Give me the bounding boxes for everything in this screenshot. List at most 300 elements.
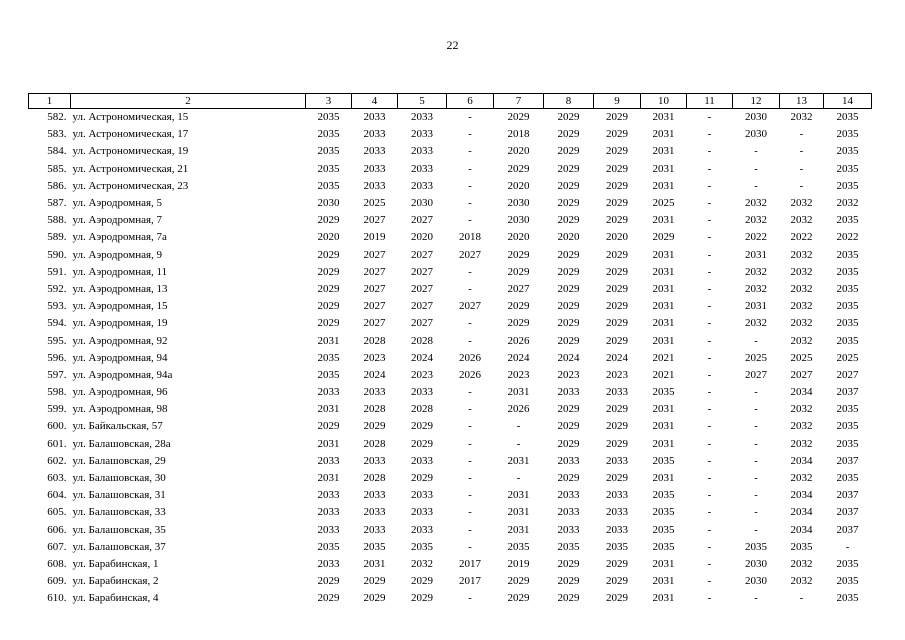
- year-cell: 2033: [363, 454, 386, 467]
- row-number: 600.: [47, 420, 67, 433]
- table-row: [29, 384, 872, 401]
- year-cell: -: [799, 592, 804, 605]
- year-cell: 2031: [652, 265, 675, 278]
- year-cell: 2029: [507, 592, 530, 605]
- row-number: 593.: [47, 300, 67, 313]
- year-cell: 2021: [652, 368, 675, 381]
- year-cell: 2027: [459, 300, 481, 313]
- row-number: 609.: [47, 575, 67, 588]
- table-row: [29, 161, 872, 178]
- year-cell: 2022: [790, 231, 813, 244]
- year-cell: 2029: [557, 437, 580, 450]
- year-cell: 2034: [790, 489, 813, 502]
- year-cell: -: [754, 489, 758, 502]
- year-cell: 2026: [507, 403, 530, 416]
- table-row: [29, 315, 872, 332]
- year-cell: 2035: [317, 351, 340, 364]
- year-cell: -: [707, 506, 712, 519]
- address-cell: ул. Аэродромная, 19: [72, 317, 168, 330]
- year-cell: 2029: [557, 575, 580, 588]
- year-cell: 2027: [363, 214, 386, 227]
- year-cell: 2027: [411, 300, 433, 313]
- year-cell: 2027: [363, 317, 386, 330]
- year-cell: 2035: [836, 214, 859, 227]
- year-cell: 2035: [652, 506, 675, 519]
- address-cell: ул. Балашовская, 31: [72, 489, 166, 502]
- table-row: [29, 556, 872, 573]
- address-cell: ул. Барабинская, 1: [72, 557, 159, 570]
- year-cell: 2035: [836, 472, 859, 485]
- year-cell: 2033: [317, 454, 340, 467]
- year-cell: 2029: [317, 300, 340, 313]
- year-cell: 2033: [317, 489, 340, 502]
- year-cell: 2035: [836, 282, 859, 295]
- year-cell: 2030: [317, 197, 340, 210]
- year-cell: 2033: [363, 111, 386, 124]
- year-cell: -: [754, 403, 758, 416]
- year-cell: 2035: [317, 145, 340, 158]
- year-cell: 2031: [652, 472, 675, 485]
- row-number: 610.: [47, 592, 67, 605]
- row-number: 592.: [47, 282, 67, 295]
- year-cell: 2032: [790, 300, 813, 313]
- table-row: [29, 470, 872, 487]
- address-cell: ул. Балашовская, 33: [72, 506, 166, 519]
- year-cell: 2029: [363, 575, 386, 588]
- year-cell: 2033: [317, 386, 340, 399]
- year-cell: 2029: [557, 214, 580, 227]
- year-cell: 2029: [317, 575, 340, 588]
- row-number: 605.: [47, 506, 67, 519]
- year-cell: -: [754, 334, 758, 347]
- year-cell: 2017: [459, 575, 481, 588]
- row-number: 598.: [47, 386, 67, 399]
- year-cell: 2033: [363, 523, 386, 536]
- year-cell: 2029: [557, 420, 580, 433]
- year-cell: 2029: [557, 592, 580, 605]
- year-cell: 2035: [317, 162, 340, 175]
- year-cell: -: [707, 386, 712, 399]
- year-cell: 2029: [606, 197, 628, 210]
- year-cell: 2029: [557, 111, 580, 124]
- year-cell: 2035: [836, 248, 859, 261]
- table-row: [29, 401, 872, 418]
- year-cell: 2029: [317, 282, 340, 295]
- year-cell: 2030: [745, 575, 767, 588]
- year-cell: -: [754, 179, 758, 192]
- year-cell: 2033: [363, 179, 386, 192]
- year-cell: 2033: [557, 454, 580, 467]
- column-header: 1: [29, 94, 71, 109]
- row-number: 589.: [47, 231, 67, 244]
- year-cell: -: [468, 420, 472, 433]
- year-cell: 2023: [363, 351, 386, 364]
- year-cell: 2029: [317, 317, 340, 330]
- year-cell: -: [799, 128, 804, 141]
- year-cell: 2029: [557, 162, 580, 175]
- year-cell: 2026: [507, 334, 530, 347]
- table-row: [29, 418, 872, 435]
- year-cell: 2033: [363, 386, 386, 399]
- year-cell: 2032: [790, 111, 813, 124]
- year-cell: 2032: [790, 334, 813, 347]
- table-body: [29, 109, 872, 608]
- year-cell: -: [468, 437, 472, 450]
- year-cell: 2029: [557, 403, 580, 416]
- address-cell: ул. Аэродромная, 9: [72, 248, 163, 261]
- year-cell: 2029: [557, 317, 580, 330]
- year-cell: -: [754, 506, 758, 519]
- year-cell: 2029: [411, 420, 433, 433]
- year-cell: 2033: [606, 489, 628, 502]
- year-cell: 2018: [507, 128, 530, 141]
- year-cell: 2035: [317, 128, 340, 141]
- year-cell: 2027: [459, 248, 481, 261]
- year-cell: 2032: [836, 197, 859, 210]
- year-cell: 2029: [606, 437, 628, 450]
- year-cell: 2031: [317, 334, 340, 347]
- year-cell: 2032: [790, 248, 813, 261]
- year-cell: 2025: [745, 351, 767, 364]
- year-cell: -: [707, 265, 712, 278]
- year-cell: 2027: [411, 214, 433, 227]
- year-cell: 2033: [363, 145, 386, 158]
- address-cell: ул. Аэродромная, 13: [72, 282, 168, 295]
- year-cell: -: [754, 386, 758, 399]
- column-header: 13: [780, 94, 824, 109]
- address-cell: ул. Аэродромная, 94а: [72, 368, 173, 381]
- year-cell: 2035: [790, 540, 813, 553]
- year-cell: 2027: [363, 265, 386, 278]
- year-cell: 2031: [507, 506, 530, 519]
- year-cell: 2020: [411, 231, 433, 244]
- year-cell: 2031: [507, 523, 530, 536]
- table-row: [29, 453, 872, 470]
- row-number: 590.: [47, 248, 67, 261]
- year-cell: -: [468, 454, 472, 467]
- year-cell: -: [468, 111, 472, 124]
- year-cell: 2031: [652, 214, 675, 227]
- column-header: 11: [687, 94, 733, 109]
- year-cell: 2032: [790, 403, 813, 416]
- year-cell: -: [754, 472, 758, 485]
- year-cell: -: [468, 403, 472, 416]
- year-cell: 2035: [652, 454, 675, 467]
- year-cell: 2031: [652, 300, 675, 313]
- table-row: [29, 126, 872, 143]
- row-number: 608.: [47, 557, 67, 570]
- year-cell: 2027: [790, 368, 813, 381]
- year-cell: 2035: [507, 540, 530, 553]
- year-cell: 2027: [411, 317, 433, 330]
- year-cell: 2029: [317, 248, 340, 261]
- year-cell: 2031: [745, 248, 767, 261]
- year-cell: 2020: [317, 231, 340, 244]
- year-cell: 2035: [652, 540, 675, 553]
- year-cell: 2029: [606, 592, 628, 605]
- year-cell: 2029: [606, 420, 628, 433]
- year-cell: 2024: [411, 351, 433, 364]
- year-cell: 2031: [652, 557, 675, 570]
- column-header: 14: [824, 94, 872, 109]
- year-cell: 2023: [507, 368, 530, 381]
- year-cell: -: [516, 437, 521, 450]
- table-row: [29, 298, 872, 315]
- year-cell: 2035: [836, 128, 859, 141]
- year-cell: 2033: [411, 523, 433, 536]
- year-cell: 2031: [652, 437, 675, 450]
- year-cell: 2029: [411, 472, 433, 485]
- address-cell: ул. Астрономическая, 21: [72, 162, 189, 175]
- year-cell: 2035: [317, 111, 340, 124]
- year-cell: 2029: [557, 179, 580, 192]
- year-cell: 2031: [652, 179, 675, 192]
- year-cell: 2023: [606, 368, 628, 381]
- address-cell: ул. Аэродромная, 96: [72, 386, 168, 399]
- row-number: 585.: [47, 162, 67, 175]
- year-cell: -: [707, 162, 712, 175]
- row-number: 594.: [47, 317, 67, 330]
- year-cell: 2035: [317, 368, 340, 381]
- year-cell: 2035: [836, 575, 859, 588]
- row-number: 588.: [47, 214, 67, 227]
- year-cell: 2029: [557, 472, 580, 485]
- year-cell: 2035: [317, 179, 340, 192]
- year-cell: 2020: [507, 179, 530, 192]
- year-cell: 2032: [790, 437, 813, 450]
- year-cell: 2029: [411, 575, 433, 588]
- year-cell: 2034: [790, 454, 813, 467]
- year-cell: 2027: [411, 282, 433, 295]
- year-cell: 2037: [836, 506, 859, 519]
- year-cell: -: [468, 162, 472, 175]
- year-cell: 2029: [363, 420, 386, 433]
- row-number: 582.: [47, 111, 67, 124]
- year-cell: 2034: [790, 523, 813, 536]
- column-header: 3: [306, 94, 352, 109]
- year-cell: 2032: [745, 214, 767, 227]
- year-cell: -: [707, 454, 712, 467]
- year-cell: -: [754, 437, 758, 450]
- year-cell: 2029: [606, 403, 628, 416]
- year-cell: 2033: [363, 162, 386, 175]
- year-cell: 2035: [363, 540, 386, 553]
- year-cell: 2024: [363, 368, 386, 381]
- year-cell: 2029: [606, 248, 628, 261]
- year-cell: -: [707, 489, 712, 502]
- year-cell: -: [754, 420, 758, 433]
- year-cell: 2033: [411, 179, 433, 192]
- year-cell: 2019: [363, 231, 386, 244]
- year-cell: 2025: [790, 351, 813, 364]
- year-cell: 2023: [411, 368, 433, 381]
- year-cell: -: [707, 523, 712, 536]
- address-cell: ул. Астрономическая, 15: [72, 111, 189, 124]
- year-cell: 2033: [317, 506, 340, 519]
- address-cell: ул. Астрономическая, 17: [72, 128, 189, 141]
- year-cell: -: [468, 592, 472, 605]
- year-cell: 2032: [790, 472, 813, 485]
- year-cell: 2029: [557, 265, 580, 278]
- year-cell: -: [754, 454, 758, 467]
- year-cell: 2027: [363, 282, 386, 295]
- year-cell: -: [468, 489, 472, 502]
- year-cell: 2032: [411, 557, 433, 570]
- year-cell: 2033: [317, 557, 340, 570]
- year-cell: -: [468, 386, 472, 399]
- year-cell: 2029: [507, 248, 530, 261]
- year-cell: 2037: [836, 523, 859, 536]
- year-cell: 2020: [507, 231, 530, 244]
- year-cell: 2029: [606, 472, 628, 485]
- year-cell: 2031: [317, 403, 340, 416]
- year-cell: -: [707, 351, 712, 364]
- year-cell: 2035: [836, 145, 859, 158]
- year-cell: 2024: [557, 351, 580, 364]
- year-cell: 2032: [745, 197, 767, 210]
- year-cell: -: [468, 472, 472, 485]
- table-row: [29, 350, 872, 367]
- year-cell: 2035: [836, 265, 859, 278]
- address-cell: ул. Балашовская, 30: [72, 472, 166, 485]
- year-cell: 2029: [557, 300, 580, 313]
- year-cell: 2029: [557, 197, 580, 210]
- year-cell: 2037: [836, 489, 859, 502]
- year-cell: 2027: [411, 265, 433, 278]
- year-cell: 2029: [606, 300, 628, 313]
- year-cell: -: [754, 145, 758, 158]
- year-cell: 2033: [317, 523, 340, 536]
- table-row: [29, 264, 872, 281]
- year-cell: 2027: [745, 368, 767, 381]
- year-cell: 2030: [411, 197, 433, 210]
- year-cell: 2035: [836, 300, 859, 313]
- header-row: [29, 94, 872, 109]
- year-cell: 2028: [363, 437, 386, 450]
- year-cell: 2032: [790, 214, 813, 227]
- year-cell: 2037: [836, 454, 859, 467]
- address-cell: ул. Балашовская, 28а: [72, 437, 171, 450]
- year-cell: 2031: [652, 162, 675, 175]
- address-cell: ул. Астрономическая, 19: [72, 145, 189, 158]
- year-cell: 2022: [745, 231, 767, 244]
- year-cell: 2029: [557, 128, 580, 141]
- year-cell: 2031: [317, 437, 340, 450]
- year-cell: 2033: [411, 111, 433, 124]
- row-number: 597.: [47, 368, 67, 381]
- year-cell: 2030: [507, 197, 530, 210]
- year-cell: -: [468, 334, 472, 347]
- year-cell: 2029: [606, 317, 628, 330]
- year-cell: 2028: [411, 334, 433, 347]
- row-number: 583.: [47, 128, 67, 141]
- year-cell: 2030: [507, 214, 530, 227]
- year-cell: 2029: [606, 128, 628, 141]
- row-number: 603.: [47, 472, 67, 485]
- year-cell: 2018: [459, 231, 481, 244]
- year-cell: 2020: [557, 231, 580, 244]
- year-cell: 2031: [745, 300, 767, 313]
- year-cell: 2029: [557, 248, 580, 261]
- year-cell: -: [707, 300, 712, 313]
- year-cell: 2019: [507, 557, 530, 570]
- year-cell: 2029: [557, 282, 580, 295]
- year-cell: 2035: [606, 540, 628, 553]
- year-cell: -: [707, 557, 712, 570]
- year-cell: 2032: [790, 317, 813, 330]
- year-cell: 2033: [606, 386, 628, 399]
- year-cell: -: [707, 403, 712, 416]
- year-cell: 2025: [652, 197, 675, 210]
- year-cell: -: [707, 179, 712, 192]
- column-header: 7: [494, 94, 544, 109]
- year-cell: -: [707, 472, 712, 485]
- year-cell: 2031: [507, 386, 530, 399]
- address-cell: ул. Аэродромная, 7: [72, 214, 163, 227]
- year-cell: 2029: [507, 265, 530, 278]
- year-cell: 2029: [317, 265, 340, 278]
- year-cell: 2021: [652, 351, 675, 364]
- year-cell: 2029: [411, 437, 433, 450]
- year-cell: -: [707, 368, 712, 381]
- row-number: 604.: [47, 489, 67, 502]
- row-number: 599.: [47, 403, 67, 416]
- year-cell: 2035: [836, 317, 859, 330]
- year-cell: 2032: [790, 420, 813, 433]
- year-cell: -: [707, 437, 712, 450]
- year-cell: -: [707, 128, 712, 141]
- year-cell: 2032: [790, 557, 813, 570]
- year-cell: 2029: [317, 592, 340, 605]
- year-cell: 2031: [507, 454, 530, 467]
- year-cell: 2035: [836, 403, 859, 416]
- year-cell: 2032: [790, 575, 813, 588]
- year-cell: 2033: [557, 489, 580, 502]
- year-cell: 2029: [606, 334, 628, 347]
- year-cell: -: [468, 179, 472, 192]
- year-cell: 2027: [363, 300, 386, 313]
- column-header: 5: [398, 94, 447, 109]
- year-cell: -: [707, 592, 712, 605]
- table-row: [29, 229, 872, 246]
- table-row: [29, 143, 872, 160]
- year-cell: 2035: [836, 111, 859, 124]
- year-cell: 2029: [507, 162, 530, 175]
- row-number: 586.: [47, 179, 67, 192]
- year-cell: 2031: [652, 420, 675, 433]
- year-cell: -: [468, 197, 472, 210]
- year-cell: 2029: [317, 420, 340, 433]
- address-cell: ул. Аэродромная, 11: [72, 265, 168, 278]
- year-cell: 2033: [411, 454, 433, 467]
- year-cell: 2027: [363, 248, 386, 261]
- year-cell: 2032: [745, 265, 767, 278]
- year-cell: 2035: [652, 386, 675, 399]
- year-cell: 2033: [411, 386, 433, 399]
- year-cell: 2034: [790, 506, 813, 519]
- address-cell: ул. Байкальская, 57: [72, 420, 163, 433]
- column-header: 2: [71, 94, 306, 109]
- table-row: [29, 109, 872, 127]
- year-cell: 2035: [836, 179, 859, 192]
- year-cell: 2029: [507, 317, 530, 330]
- year-cell: 2029: [606, 265, 628, 278]
- year-cell: 2029: [606, 282, 628, 295]
- year-cell: -: [707, 575, 712, 588]
- year-cell: 2020: [507, 145, 530, 158]
- year-cell: 2031: [652, 248, 675, 261]
- table-row: [29, 539, 872, 556]
